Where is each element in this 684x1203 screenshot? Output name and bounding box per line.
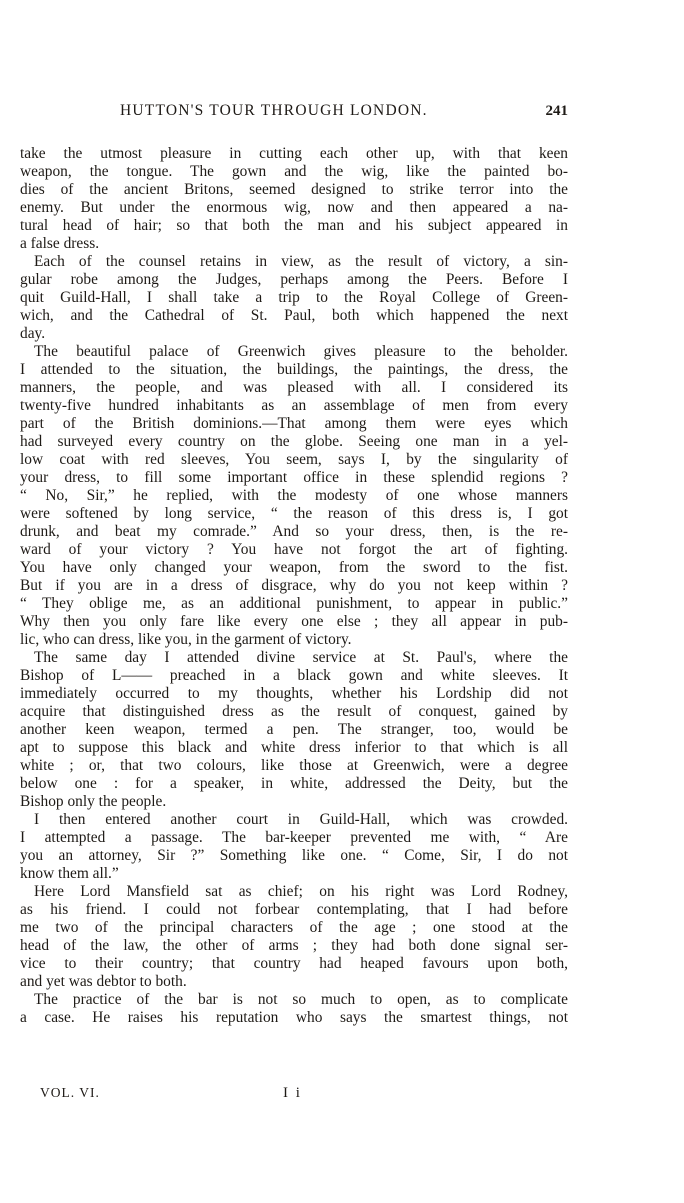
text-line: and yet was debtor to both. (20, 973, 187, 990)
text-line: wich, and the Cathedral of St. Paul, both which happened the next (20, 307, 568, 324)
text-line: I attended to the situation, the buildings, the paintings, the dress, the (20, 361, 568, 378)
text-line: “ They oblige me, as an additional punishment, to appear in public.” (20, 595, 568, 612)
volume-label: VOL. VI. (40, 1085, 100, 1100)
text-line: I then entered another court in Guild-Hall, which was crowded. (34, 811, 568, 828)
text-line: weapon, the tongue. The gown and the wig, like the painted bo- (20, 163, 568, 180)
text-line: another keen weapon, termed a pen. The stranger, too, would be (20, 721, 568, 738)
text-line: apt to suppose this black and white dress inferior to that which is all (20, 739, 568, 756)
running-title: HUTTON'S TOUR THROUGH LONDON. (120, 102, 428, 119)
signature-mark: I i (283, 1085, 302, 1101)
text-line: ward of your victory ? You have not forgot the art of fighting. (20, 541, 568, 558)
text-line: you an attorney, Sir ?” Something like one. “ Come, Sir, I do not (20, 847, 568, 864)
text-line: Here Lord Mansfield sat as chief; on his right was Lord Rodney, (34, 883, 568, 900)
text-line: know them all.” (20, 865, 119, 882)
text-line: gular robe among the Judges, perhaps among the Peers. Before I (20, 271, 568, 288)
text-line: day. (20, 325, 46, 342)
page-footer (20, 1085, 568, 1105)
text-line: vice to their country; that country had heaped favours upon both, (20, 955, 568, 972)
text-line: me two of the principal characters of the age ; one stood at the (20, 919, 568, 936)
text-line: Bishop of L—— preached in a black gown and white sleeves. It (20, 667, 568, 684)
text-line: The beautiful palace of Greenwich gives pleasure to the beholder. (34, 343, 568, 360)
text-line: Each of the counsel retains in view, as the result of victory, a sin- (34, 253, 568, 270)
text-line: immediately occurred to my thoughts, whether his Lordship did not (20, 685, 568, 702)
text-line: You have only changed your weapon, from the sword to the fist. (20, 559, 568, 576)
text-line: “ No, Sir,” he replied, with the modesty of one whose manners (20, 487, 568, 504)
text-line: drunk, and beat my comrade.” And so your dress, then, is the re- (20, 523, 568, 540)
text-line: had surveyed every country on the globe. Seeing one man in a yel- (20, 433, 568, 450)
text-line: part of the British dominions.—That among them were eyes which (20, 415, 568, 432)
text-line: lic, who can dress, like you, in the garment of victory. (20, 631, 352, 648)
text-line: take the utmost pleasure in cutting each other up, with that keen (20, 145, 568, 162)
text-line: The same day I attended divine service at St. Paul's, where the (34, 649, 568, 666)
text-line: manners, the people, and was pleased with all. I considered its (20, 379, 568, 396)
text-line: were softened by long service, “ the reason of this dress is, I got (20, 505, 568, 522)
text-line: your dress, to fill some important office in these splendid regions ? (20, 469, 568, 486)
text-line: Bishop only the people. (20, 793, 167, 810)
text-line: quit Guild-Hall, I shall take a trip to the Royal College of Green- (20, 289, 568, 306)
text-line: Why then you only fare like every one else ; they all appear in pub- (20, 613, 568, 630)
text-line: But if you are in a dress of disgrace, why do you not keep within ? (20, 577, 568, 594)
text-line: tural head of hair; so that both the man and his subject appeared in (20, 217, 568, 234)
text-line: dies of the ancient Britons, seemed designed to strike terror into the (20, 181, 568, 198)
page-header (20, 102, 568, 124)
text-line: I attempted a passage. The bar-keeper prevented me with, “ Are (20, 829, 568, 846)
page-number: 241 (545, 103, 568, 119)
text-line: white ; or, that two colours, like those at Greenwich, were a degree (20, 757, 568, 774)
text-line: The practice of the bar is not so much to open, as to complicate (34, 991, 568, 1008)
text-line: as his friend. I could not forbear contemplating, that I had before (20, 901, 568, 918)
text-line: low coat with red sleeves, You seem, says I, by the singularity of (20, 451, 568, 468)
text-line: head of the law, the other of arms ; they had both done signal ser- (20, 937, 568, 954)
text-line: a case. He raises his reputation who says the smartest things, not (20, 1009, 568, 1026)
text-line: twenty-five hundred inhabitants as an assemblage of men from every (20, 397, 568, 414)
text-line: below one : for a speaker, in white, addressed the Deity, but the (20, 775, 568, 792)
body-text (20, 145, 568, 1027)
text-line: enemy. But under the enormous wig, now and then appeared a na- (20, 199, 568, 216)
text-line: acquire that distinguished dress as the result of conquest, gained by (20, 703, 568, 720)
text-line: a false dress. (20, 235, 100, 252)
